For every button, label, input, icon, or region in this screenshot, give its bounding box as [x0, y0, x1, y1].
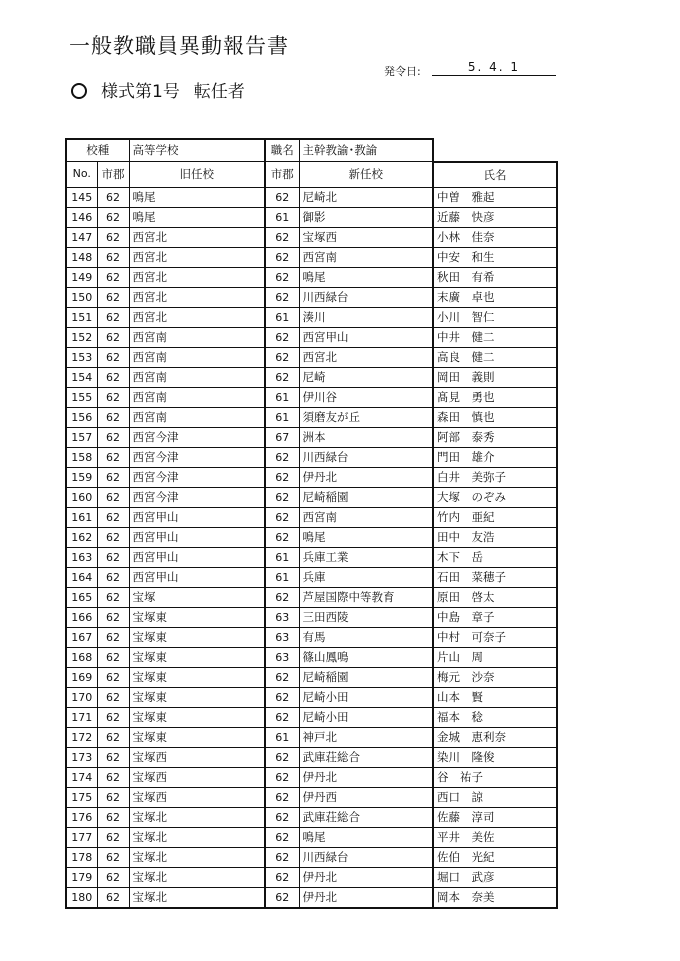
new-city-code: 62: [265, 587, 299, 607]
old-city-code: 62: [97, 707, 129, 727]
table-row: [66, 447, 557, 467]
old-school: 西宮南: [129, 347, 265, 367]
old-school: 宝塚東: [129, 667, 265, 687]
row-number: 162: [66, 527, 97, 547]
new-school: 宝塚西: [299, 227, 433, 247]
table-row: [66, 607, 557, 627]
person-name: 小林 佳奈: [433, 227, 557, 247]
new-school: 湊川: [299, 307, 433, 327]
person-name: 小川 智仁: [433, 307, 557, 327]
row-number: 166: [66, 607, 97, 627]
old-school: 鳴尾: [129, 207, 265, 227]
new-city-code: 62: [265, 347, 299, 367]
row-number: 154: [66, 367, 97, 387]
row-number: 157: [66, 427, 97, 447]
document-title: 一般教職員異動報告書: [69, 34, 289, 58]
person-name: 西口 諒: [433, 787, 557, 807]
table-row: [66, 747, 557, 767]
old-city-code: 62: [97, 267, 129, 287]
table-row: [66, 687, 557, 707]
new-school: 三田西陵: [299, 607, 433, 627]
row-number: 148: [66, 247, 97, 267]
table-row: [66, 427, 557, 447]
old-school: 鳴尾: [129, 187, 265, 207]
old-city-code: 62: [97, 807, 129, 827]
row-number: 170: [66, 687, 97, 707]
school-type-label: 校種: [66, 139, 129, 162]
new-school: 鳴尾: [299, 827, 433, 847]
row-number: 179: [66, 867, 97, 887]
new-school: 伊丹北: [299, 467, 433, 487]
table-row: [66, 807, 557, 827]
old-city-code: 62: [97, 687, 129, 707]
person-name: 染川 隆俊: [433, 747, 557, 767]
table-row: [66, 227, 557, 247]
person-name: 岡本 奈美: [433, 887, 557, 908]
new-school: 兵庫: [299, 567, 433, 587]
old-school: 宝塚東: [129, 627, 265, 647]
new-city-code: 62: [265, 847, 299, 867]
new-city-code: 63: [265, 607, 299, 627]
person-name: 片山 周: [433, 647, 557, 667]
old-city-code: 62: [97, 407, 129, 427]
table-row: [66, 587, 557, 607]
old-city-code: 62: [97, 287, 129, 307]
table-row: [66, 507, 557, 527]
row-number: 151: [66, 307, 97, 327]
new-city-code: 62: [265, 267, 299, 287]
new-school: 神戸北: [299, 727, 433, 747]
person-name: 大塚 のぞみ: [433, 487, 557, 507]
table-row: [66, 327, 557, 347]
new-school: 武庫荘総合: [299, 747, 433, 767]
row-number: 163: [66, 547, 97, 567]
table-row: [66, 667, 557, 687]
old-school: 西宮南: [129, 387, 265, 407]
row-number: 165: [66, 587, 97, 607]
old-city-code: 62: [97, 847, 129, 867]
new-city-code: 62: [265, 287, 299, 307]
person-name: 中安 和生: [433, 247, 557, 267]
row-number: 173: [66, 747, 97, 767]
new-city-code: 62: [265, 447, 299, 467]
old-school: 宝塚西: [129, 787, 265, 807]
row-number: 160: [66, 487, 97, 507]
new-city-code: 61: [265, 567, 299, 587]
old-school: 宝塚東: [129, 647, 265, 667]
old-school: 宝塚北: [129, 807, 265, 827]
circle-icon: [71, 83, 87, 99]
old-city-code: 62: [97, 207, 129, 227]
new-city-code: 62: [265, 247, 299, 267]
new-school: 尼崎小田: [299, 687, 433, 707]
row-number: 145: [66, 187, 97, 207]
old-city-code: 62: [97, 607, 129, 627]
table-row: [66, 767, 557, 787]
new-city-code: 62: [265, 687, 299, 707]
new-city-code: 67: [265, 427, 299, 447]
new-school: 西宮北: [299, 347, 433, 367]
old-school: 西宮甲山: [129, 567, 265, 587]
new-school: 川西緑台: [299, 447, 433, 467]
school-type-value: 高等学校: [129, 139, 265, 162]
row-number: 180: [66, 887, 97, 908]
old-city-code: 62: [97, 187, 129, 207]
person-name: 中村 可奈子: [433, 627, 557, 647]
new-city-code: 62: [265, 327, 299, 347]
old-school: 西宮北: [129, 247, 265, 267]
new-city-code: 62: [265, 887, 299, 908]
person-name: 木下 岳: [433, 547, 557, 567]
old-city-code: 62: [97, 467, 129, 487]
new-school: 洲本: [299, 427, 433, 447]
row-number: 168: [66, 647, 97, 667]
old-city-code: 62: [97, 307, 129, 327]
new-city-code: 62: [265, 527, 299, 547]
old-school: 西宮北: [129, 307, 265, 327]
new-school: 尼崎稲園: [299, 667, 433, 687]
new-school: 西宮南: [299, 247, 433, 267]
old-school: 西宮甲山: [129, 507, 265, 527]
new-city-code: 62: [265, 187, 299, 207]
new-city-code: 62: [265, 487, 299, 507]
new-school: 川西緑台: [299, 287, 433, 307]
old-school: 西宮甲山: [129, 527, 265, 547]
table-row: [66, 627, 557, 647]
new-school: 御影: [299, 207, 433, 227]
new-school: 尼崎北: [299, 187, 433, 207]
old-school: 宝塚東: [129, 607, 265, 627]
row-number: 171: [66, 707, 97, 727]
header-row-columns: [66, 162, 557, 188]
person-name: 佐藤 淳司: [433, 807, 557, 827]
person-name: 阿部 泰秀: [433, 427, 557, 447]
new-school: 伊川谷: [299, 387, 433, 407]
person-name: 佐伯 光紀: [433, 847, 557, 867]
new-school: 武庫荘総合: [299, 807, 433, 827]
row-number: 159: [66, 467, 97, 487]
table-row: [66, 787, 557, 807]
row-number: 177: [66, 827, 97, 847]
col-header-new-city: 市郡: [265, 162, 299, 188]
old-school: 宝塚: [129, 587, 265, 607]
new-school: 鳴尾: [299, 527, 433, 547]
old-school: 西宮北: [129, 287, 265, 307]
person-name: 近藤 快彦: [433, 207, 557, 227]
new-city-code: 61: [265, 727, 299, 747]
old-school: 宝塚東: [129, 707, 265, 727]
person-name: 門田 雄介: [433, 447, 557, 467]
old-school: 西宮今津: [129, 447, 265, 467]
new-school: 鳴尾: [299, 267, 433, 287]
new-city-code: 61: [265, 387, 299, 407]
col-header-old-school: 旧任校: [129, 162, 265, 188]
row-number: 158: [66, 447, 97, 467]
person-name: 堀口 武彦: [433, 867, 557, 887]
old-city-code: 62: [97, 667, 129, 687]
old-city-code: 62: [97, 767, 129, 787]
row-number: 178: [66, 847, 97, 867]
old-city-code: 62: [97, 547, 129, 567]
header-row-meta: [66, 139, 557, 162]
row-number: 176: [66, 807, 97, 827]
position-label: 職名: [265, 139, 299, 162]
old-school: 宝塚北: [129, 827, 265, 847]
table-row: [66, 307, 557, 327]
table-row: [66, 727, 557, 747]
person-name: 原田 啓太: [433, 587, 557, 607]
table-row: [66, 287, 557, 307]
new-city-code: 62: [265, 467, 299, 487]
old-school: 西宮今津: [129, 427, 265, 447]
table-row: [66, 267, 557, 287]
row-number: 147: [66, 227, 97, 247]
table-row: [66, 387, 557, 407]
person-name: 梅元 沙奈: [433, 667, 557, 687]
table-row: [66, 407, 557, 427]
new-school: 伊丹北: [299, 867, 433, 887]
row-number: 149: [66, 267, 97, 287]
person-name: 金城 恵利奈: [433, 727, 557, 747]
old-city-code: 62: [97, 587, 129, 607]
table-row: [66, 647, 557, 667]
old-city-code: 62: [97, 647, 129, 667]
new-city-code: 62: [265, 867, 299, 887]
old-school: 宝塚北: [129, 867, 265, 887]
new-city-code: 62: [265, 827, 299, 847]
issue-date-label: 発令日:: [384, 65, 421, 78]
old-school: 宝塚東: [129, 727, 265, 747]
table-row: [66, 247, 557, 267]
row-number: 164: [66, 567, 97, 587]
col-header-new-school: 新任校: [299, 162, 433, 188]
new-school: 篠山鳳鳴: [299, 647, 433, 667]
old-city-code: 62: [97, 387, 129, 407]
category-label: 転任者: [193, 82, 245, 102]
new-city-code: 62: [265, 787, 299, 807]
transfer-table: [65, 138, 558, 909]
row-number: 155: [66, 387, 97, 407]
old-school: 西宮南: [129, 327, 265, 347]
person-name: 中島 章子: [433, 607, 557, 627]
issue-date-value: 5. 4. 1: [432, 60, 556, 76]
old-city-code: 62: [97, 347, 129, 367]
new-city-code: 61: [265, 307, 299, 327]
table-row: [66, 847, 557, 867]
old-school: 宝塚北: [129, 887, 265, 908]
table-row: [66, 467, 557, 487]
new-school: 伊丹北: [299, 887, 433, 908]
new-school: 兵庫工業: [299, 547, 433, 567]
person-name: 末廣 卓也: [433, 287, 557, 307]
table-row: [66, 827, 557, 847]
new-school: 有馬: [299, 627, 433, 647]
row-number: 152: [66, 327, 97, 347]
old-city-code: 62: [97, 727, 129, 747]
person-name: 山本 賢: [433, 687, 557, 707]
person-name: 森田 慎也: [433, 407, 557, 427]
person-name: 髙見 勇也: [433, 387, 557, 407]
person-name: 石田 菜穂子: [433, 567, 557, 587]
row-number: 150: [66, 287, 97, 307]
col-header-no: No.: [66, 162, 97, 188]
old-city-code: 62: [97, 447, 129, 467]
old-city-code: 62: [97, 787, 129, 807]
old-city-code: 62: [97, 827, 129, 847]
old-city-code: 62: [97, 867, 129, 887]
old-school: 西宮北: [129, 267, 265, 287]
table-row: [66, 207, 557, 227]
new-city-code: 62: [265, 707, 299, 727]
person-name: 中曽 雅起: [433, 187, 557, 207]
table-row: [66, 547, 557, 567]
old-city-code: 62: [97, 747, 129, 767]
person-name: 秋田 有希: [433, 267, 557, 287]
new-city-code: 61: [265, 207, 299, 227]
old-school: 西宮甲山: [129, 547, 265, 567]
old-school: 宝塚西: [129, 747, 265, 767]
new-city-code: 61: [265, 547, 299, 567]
new-school: 尼崎小田: [299, 707, 433, 727]
old-city-code: 62: [97, 327, 129, 347]
new-school: 西宮甲山: [299, 327, 433, 347]
person-name: 福本 稔: [433, 707, 557, 727]
table-row: [66, 527, 557, 547]
old-school: 宝塚東: [129, 687, 265, 707]
new-school: 芦屋国際中等教育: [299, 587, 433, 607]
old-city-code: 62: [97, 887, 129, 908]
table-row: [66, 567, 557, 587]
old-city-code: 62: [97, 367, 129, 387]
old-school: 西宮今津: [129, 467, 265, 487]
new-school: 西宮南: [299, 507, 433, 527]
person-name: 白井 美弥子: [433, 467, 557, 487]
row-number: 153: [66, 347, 97, 367]
old-school: 西宮南: [129, 367, 265, 387]
person-name: 高良 健二: [433, 347, 557, 367]
new-school: 尼崎: [299, 367, 433, 387]
old-city-code: 62: [97, 627, 129, 647]
new-city-code: 62: [265, 767, 299, 787]
new-city-code: 62: [265, 667, 299, 687]
new-school: 伊丹北: [299, 767, 433, 787]
old-city-code: 62: [97, 507, 129, 527]
old-school: 宝塚西: [129, 767, 265, 787]
old-school: 西宮南: [129, 407, 265, 427]
new-school: 伊丹西: [299, 787, 433, 807]
form-subtitle: [69, 77, 245, 102]
table-row: [66, 867, 557, 887]
row-number: 146: [66, 207, 97, 227]
row-number: 174: [66, 767, 97, 787]
old-school: 西宮今津: [129, 487, 265, 507]
new-city-code: 62: [265, 507, 299, 527]
col-header-old-city: 市郡: [97, 162, 129, 188]
person-name: 平井 美佐: [433, 827, 557, 847]
person-name: 岡田 義則: [433, 367, 557, 387]
person-name: 田中 友浩: [433, 527, 557, 547]
blank-cell: [433, 139, 557, 162]
person-name: 中井 健二: [433, 327, 557, 347]
table-row: [66, 707, 557, 727]
old-school: 宝塚北: [129, 847, 265, 867]
old-school: 西宮北: [129, 227, 265, 247]
old-city-code: 62: [97, 247, 129, 267]
row-number: 161: [66, 507, 97, 527]
new-city-code: 62: [265, 227, 299, 247]
table-row: [66, 347, 557, 367]
old-city-code: 62: [97, 527, 129, 547]
old-city-code: 62: [97, 427, 129, 447]
row-number: 156: [66, 407, 97, 427]
new-city-code: 62: [265, 747, 299, 767]
position-value: 主幹教諭･教諭: [299, 139, 433, 162]
old-city-code: 62: [97, 487, 129, 507]
table-row: [66, 367, 557, 387]
row-number: 175: [66, 787, 97, 807]
form-label: 様式第1号: [101, 82, 180, 102]
person-name: 竹内 亜紀: [433, 507, 557, 527]
table-row: [66, 887, 557, 908]
new-city-code: 63: [265, 647, 299, 667]
old-city-code: 62: [97, 227, 129, 247]
new-city-code: 62: [265, 367, 299, 387]
new-school: 須磨友が丘: [299, 407, 433, 427]
col-header-name: 氏名: [433, 162, 557, 188]
row-number: 167: [66, 627, 97, 647]
new-city-code: 62: [265, 807, 299, 827]
new-city-code: 63: [265, 627, 299, 647]
old-city-code: 62: [97, 567, 129, 587]
table-row: [66, 487, 557, 507]
person-name: 谷 祐子: [433, 767, 557, 787]
new-city-code: 61: [265, 407, 299, 427]
row-number: 169: [66, 667, 97, 687]
new-school: 川西緑台: [299, 847, 433, 867]
new-school: 尼崎稲園: [299, 487, 433, 507]
table-row: [66, 187, 557, 207]
row-number: 172: [66, 727, 97, 747]
